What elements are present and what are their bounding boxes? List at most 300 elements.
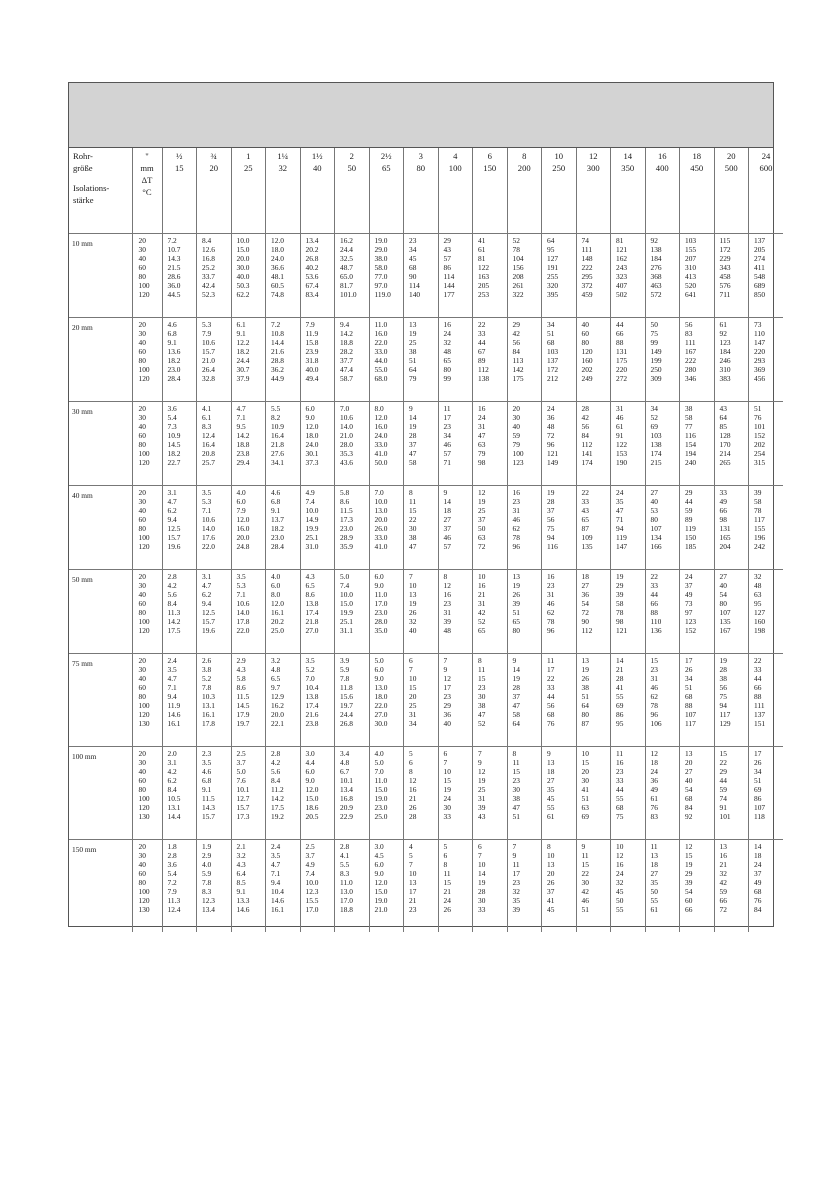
- heat-loss-value: 51: [512, 811, 520, 821]
- heat-loss-value: 109: [581, 532, 593, 542]
- heat-loss-value: 15: [409, 505, 417, 515]
- heat-loss-value: 229: [719, 253, 731, 263]
- heat-loss-value: 76: [547, 718, 555, 728]
- heat-loss-value: 10: [478, 859, 486, 869]
- heat-loss-value: 25.1: [340, 616, 353, 626]
- table-cell: [438, 402, 473, 486]
- heat-loss-value: 4.8: [271, 664, 281, 674]
- heat-loss-value: 10.8: [271, 328, 284, 338]
- heat-loss-value: 35: [547, 784, 555, 794]
- heat-loss-value: 28: [616, 673, 624, 683]
- table-cell: [473, 747, 508, 840]
- heat-loss-value: 5.6: [167, 589, 177, 599]
- heat-loss-value: 12.6: [202, 244, 215, 254]
- heat-loss-value: 87: [581, 718, 589, 728]
- table-cell: [300, 318, 335, 402]
- heat-loss-value: 12: [685, 842, 693, 851]
- heat-loss-value: 19.2: [271, 811, 284, 821]
- heat-loss-value: 27: [650, 868, 658, 878]
- heat-loss-value: 99: [443, 373, 451, 383]
- heat-loss-value: 34: [443, 430, 451, 440]
- table-cell: [335, 234, 370, 318]
- heat-loss-value: 3.1: [167, 757, 177, 767]
- heat-loss-value: 6.8: [271, 496, 281, 506]
- heat-loss-value: 66: [719, 895, 727, 905]
- heat-loss-value: 12.2: [236, 337, 250, 347]
- heat-loss-value: 13: [650, 850, 658, 860]
- heat-loss-value: 15.5: [305, 895, 319, 905]
- heat-loss-value: 207: [685, 253, 697, 263]
- heat-loss-value: 57: [443, 253, 451, 263]
- heat-loss-value: 29: [443, 700, 451, 710]
- delta-t-value: 20: [138, 656, 146, 665]
- heat-loss-value: 8: [443, 572, 448, 581]
- heat-loss-value: 711: [719, 289, 731, 299]
- heat-loss-value: 51: [581, 904, 589, 914]
- heat-loss-value: 175: [512, 373, 524, 383]
- heat-loss-value: 25: [409, 337, 417, 347]
- heat-loss-value: 3.5: [202, 757, 212, 767]
- heat-loss-value: 41: [581, 784, 589, 794]
- heat-loss-value: 155: [754, 523, 766, 533]
- heat-loss-value: 14: [409, 412, 417, 422]
- heat-loss-value: 138: [650, 439, 662, 449]
- heat-loss-value: 8: [512, 749, 517, 758]
- heat-loss-value: 2.6: [202, 656, 212, 665]
- heat-loss-value: 72: [581, 607, 589, 617]
- table-cell: [473, 486, 508, 570]
- heat-loss-value: 23: [547, 580, 555, 590]
- delta-t-value: 120: [138, 709, 150, 719]
- heat-loss-value: 32: [719, 868, 727, 878]
- heat-loss-value: 20: [685, 757, 693, 767]
- heat-loss-value: 27: [581, 580, 589, 590]
- heat-loss-value: 33: [581, 496, 589, 506]
- delta-t-value: 30: [138, 328, 146, 338]
- heat-loss-value: 322: [512, 289, 524, 299]
- heat-loss-value: 11: [547, 656, 555, 665]
- table-cell: [197, 570, 232, 654]
- table-cell: [266, 486, 301, 570]
- heat-loss-value: 14.3: [202, 802, 215, 812]
- heat-loss-value: 38: [719, 673, 727, 683]
- heat-loss-value: 61: [650, 793, 658, 803]
- heat-loss-value: 9: [512, 656, 517, 665]
- heat-loss-value: 9.4: [167, 691, 177, 701]
- insulation-thickness-label: 75 mm: [69, 654, 132, 747]
- heat-loss-value: 64: [581, 700, 589, 710]
- heat-loss-value: 95: [754, 598, 762, 608]
- heat-loss-value: 3.5: [271, 850, 281, 860]
- heat-loss-value: 14.0: [340, 421, 353, 431]
- delta-t-value: 40: [138, 505, 146, 515]
- heat-loss-value: 17: [512, 868, 520, 878]
- heat-loss-value: 59: [719, 886, 727, 896]
- heat-loss-value: 37: [512, 691, 520, 701]
- heat-loss-value: 47: [512, 700, 520, 710]
- heat-loss-value: 25.7: [202, 457, 215, 467]
- table-cell: [300, 234, 335, 318]
- heat-loss-value: 220: [616, 364, 628, 374]
- heat-loss-value: 202: [581, 364, 593, 374]
- table-cell: [197, 318, 232, 402]
- heat-loss-value: 37.3: [305, 457, 319, 467]
- table-cell: [611, 486, 646, 570]
- table-row: [69, 402, 783, 486]
- table-cell: [714, 570, 749, 654]
- pipe-size-mm: 25: [243, 163, 253, 173]
- heat-loss-value: 39: [512, 904, 520, 914]
- pipe-size-header: [473, 148, 508, 234]
- heat-loss-value: 3.5: [167, 664, 177, 674]
- heat-loss-value: 15.0: [236, 244, 250, 254]
- heat-loss-value: 25: [409, 700, 417, 710]
- table-cell: [645, 570, 680, 654]
- heat-loss-value: 172: [719, 244, 731, 254]
- heat-loss-value: 38: [478, 700, 486, 710]
- heat-loss-value: 8.4: [167, 784, 177, 794]
- unit-label: [132, 148, 162, 234]
- heat-loss-value: 7: [478, 850, 482, 860]
- heat-loss-value: 138: [650, 244, 662, 254]
- heat-loss-value: 184: [719, 346, 731, 356]
- heat-loss-value: 22: [754, 656, 762, 665]
- heat-loss-value: 13.4: [202, 904, 215, 914]
- heat-loss-value: 24: [754, 859, 762, 869]
- heat-loss-value: 62.2: [236, 289, 250, 299]
- heat-loss-value: 36: [581, 589, 589, 599]
- heat-loss-value: 255: [547, 271, 559, 281]
- heat-loss-value: 12.0: [271, 598, 284, 608]
- heat-loss-value: 84: [581, 430, 589, 440]
- heat-loss-value: 116: [547, 541, 558, 551]
- heat-loss-value: 39: [616, 589, 624, 599]
- heat-loss-value: 15.0: [374, 886, 388, 896]
- delta-t-value: 80: [138, 691, 146, 701]
- heat-loss-value: 4.3: [236, 859, 246, 869]
- pipe-size-header: [438, 148, 473, 234]
- table-cell: [369, 486, 404, 570]
- heat-loss-value: 137: [547, 355, 559, 365]
- delta-t-value: 80: [138, 523, 146, 533]
- table-cell: [335, 840, 370, 933]
- insulation-thickness-label: 10 mm: [69, 234, 132, 318]
- heat-loss-value: 7.1: [271, 868, 281, 878]
- heat-loss-value: 44: [616, 320, 624, 329]
- heat-loss-value: 49.4: [305, 373, 319, 383]
- table-cell: [197, 486, 232, 570]
- heat-loss-value: 26.8: [305, 253, 319, 263]
- heat-loss-value: 11.8: [340, 682, 353, 692]
- heat-loss-value: 67.4: [305, 280, 319, 290]
- heat-loss-value: 9: [443, 664, 448, 674]
- heat-loss-value: 205: [754, 244, 766, 254]
- pipe-size-inch: 12: [588, 151, 598, 161]
- heat-loss-value: 119: [616, 532, 627, 542]
- insulation-thickness-label: 40 mm: [69, 486, 132, 570]
- heat-loss-value: 167: [719, 625, 731, 635]
- heat-loss-value: 6.0: [374, 572, 384, 581]
- heat-loss-value: 78: [547, 616, 555, 626]
- heat-loss-value: 79: [478, 448, 486, 458]
- delta-t-column: [132, 234, 162, 318]
- corner-line: stärke: [73, 195, 94, 205]
- heat-loss-value: 2.9: [236, 656, 246, 665]
- heat-loss-value: 8.6: [305, 589, 315, 599]
- heat-loss-value: 295: [581, 271, 593, 281]
- pipe-size-header: [749, 148, 784, 234]
- heat-loss-value: 12.0: [305, 784, 319, 794]
- table-cell: [714, 402, 749, 486]
- heat-loss-value: 13.1: [202, 700, 215, 710]
- heat-loss-value: 13: [409, 877, 417, 887]
- heat-loss-value: 9.0: [374, 673, 384, 683]
- heat-loss-value: 28: [409, 430, 417, 440]
- heat-loss-value: 15: [581, 859, 589, 869]
- heat-loss-value: 10.4: [305, 682, 319, 692]
- heat-loss-value: 205: [478, 280, 490, 290]
- heat-loss-value: 24: [478, 412, 486, 422]
- heat-loss-value: 121: [547, 448, 559, 458]
- heat-loss-value: 280: [685, 364, 697, 374]
- table-cell: [645, 747, 680, 840]
- heat-loss-value: 79: [409, 373, 417, 383]
- heat-loss-value: 103: [650, 430, 662, 440]
- heat-loss-value: 24.4: [236, 355, 250, 365]
- heat-loss-value: 25: [478, 784, 486, 794]
- pipe-size-inch: 1¼: [277, 151, 289, 161]
- delta-t-value: 20: [138, 572, 146, 581]
- heat-loss-value: 38: [409, 346, 417, 356]
- table-cell: [507, 234, 542, 318]
- heat-loss-value: 8.3: [202, 421, 212, 431]
- delta-t-value: 120: [138, 625, 150, 635]
- table-cell: [438, 654, 473, 747]
- heat-loss-value: 80: [581, 337, 589, 347]
- heat-loss-value: 114: [409, 280, 420, 290]
- table-cell: [438, 570, 473, 654]
- heat-loss-value: 26: [443, 904, 451, 914]
- table-cell: [542, 234, 577, 318]
- heat-loss-value: 65: [512, 616, 520, 626]
- heat-loss-value: 8: [478, 656, 482, 665]
- table-cell: [231, 654, 266, 747]
- heat-loss-value: 30: [512, 784, 520, 794]
- heat-loss-value: 10.0: [340, 589, 353, 599]
- heat-loss-value: 11.0: [340, 877, 353, 887]
- heat-loss-value: 46: [581, 895, 589, 905]
- heat-loss-value: 7: [443, 757, 448, 767]
- heat-loss-value: 28: [478, 886, 486, 896]
- heat-loss-value: 41.0: [374, 541, 388, 551]
- delta-t-value: 20: [138, 320, 146, 329]
- table-cell: [369, 747, 404, 840]
- heat-loss-value: 12.3: [305, 886, 319, 896]
- heat-loss-value: 548: [754, 271, 766, 281]
- heat-loss-value: 36: [547, 412, 555, 422]
- heat-loss-value: 10: [409, 868, 417, 878]
- pipe-size-header: [300, 148, 335, 234]
- heat-loss-value: 25.1: [305, 532, 319, 542]
- heat-loss-value: 23.0: [374, 802, 388, 812]
- table-cell: [266, 840, 301, 933]
- heat-loss-value: 12: [650, 749, 658, 758]
- heat-loss-value: 40.0: [236, 271, 250, 281]
- heat-loss-value: 24.0: [271, 253, 284, 263]
- heat-loss-value: 141: [581, 448, 593, 458]
- delta-t-value: 100: [138, 280, 150, 290]
- heat-loss-value: 91: [719, 802, 727, 812]
- heat-loss-value: 54: [685, 886, 693, 896]
- heat-loss-value: 17: [685, 656, 693, 665]
- table-cell: [404, 318, 439, 402]
- heat-loss-value: 174: [581, 457, 593, 467]
- heat-loss-value: 4.6: [202, 766, 212, 776]
- heat-loss-value: 66: [719, 505, 727, 515]
- heat-loss-value: 24.4: [340, 709, 353, 719]
- heat-loss-value: 184: [650, 253, 662, 263]
- heat-loss-value: 33: [443, 811, 451, 821]
- heat-loss-value: 14.2: [236, 430, 250, 440]
- heat-loss-value: 13.0: [374, 505, 388, 515]
- table-cell: [611, 654, 646, 747]
- table-cell: [714, 654, 749, 747]
- heat-loss-value: 152: [685, 625, 697, 635]
- heat-loss-value: 10.0: [305, 877, 319, 887]
- table-cell: [404, 840, 439, 933]
- heat-loss-value: 88: [650, 607, 658, 617]
- heat-loss-value: 3.0: [305, 749, 315, 758]
- heat-loss-value: 249: [581, 373, 593, 383]
- heat-loss-value: 8: [409, 488, 413, 497]
- heat-loss-value: 17.8: [236, 616, 250, 626]
- heat-loss-value: 4.7: [167, 496, 177, 506]
- heat-loss-value: 4.6: [271, 488, 281, 497]
- heat-loss-value: 47: [512, 802, 520, 812]
- heat-loss-value: 30: [443, 802, 451, 812]
- heat-loss-value: 34: [409, 718, 417, 728]
- table-cell: [507, 486, 542, 570]
- heat-loss-value: 23: [650, 664, 658, 674]
- heat-loss-value: 20: [547, 868, 555, 878]
- heat-loss-value: 28: [409, 811, 417, 821]
- delta-t-value: 20: [138, 842, 146, 851]
- heat-loss-value: 9.0: [305, 412, 315, 422]
- heat-loss-value: 19.6: [202, 625, 215, 635]
- heat-loss-value: 253: [478, 289, 490, 299]
- heat-loss-value: 16: [616, 859, 624, 869]
- heat-loss-value: 10.0: [374, 496, 388, 506]
- heat-loss-value: 30: [512, 412, 520, 422]
- heat-loss-value: 33: [547, 682, 555, 692]
- heat-loss-value: 64: [547, 236, 555, 245]
- table-cell: [162, 654, 197, 747]
- heat-loss-value: 16: [478, 404, 486, 413]
- heat-loss-value: 9: [547, 749, 551, 758]
- table-cell: [576, 654, 611, 747]
- heat-loss-value: 17.6: [202, 532, 215, 542]
- heat-loss-value: 7.8: [340, 673, 350, 683]
- pipe-size-mm: 200: [517, 163, 531, 173]
- heat-loss-value: 8: [443, 859, 448, 869]
- heat-loss-value: 17: [443, 682, 451, 692]
- heat-loss-value: 59: [512, 430, 520, 440]
- pipe-size-inch: 24: [761, 151, 771, 161]
- heat-loss-value: 69: [650, 421, 658, 431]
- heat-loss-value: 15.0: [340, 598, 353, 608]
- heat-loss-value: 7.1: [236, 412, 246, 422]
- heat-loss-value: 68: [754, 886, 762, 896]
- table-cell: [714, 840, 749, 933]
- heat-loss-value: 49: [685, 589, 693, 599]
- heat-loss-value: 10.6: [340, 412, 353, 422]
- heat-loss-value: 40: [650, 496, 658, 506]
- table-cell: [645, 486, 680, 570]
- heat-loss-value: 24: [443, 793, 451, 803]
- heat-loss-value: 81: [478, 253, 486, 263]
- heat-loss-value: 43: [719, 404, 727, 413]
- heat-loss-value: 12.5: [167, 523, 181, 533]
- heat-loss-value: 411: [754, 262, 765, 272]
- heat-loss-value: 19: [512, 580, 520, 590]
- heat-loss-value: 21.0: [202, 355, 215, 365]
- table-cell: [680, 486, 715, 570]
- heat-loss-value: 2.1: [236, 842, 246, 851]
- heat-loss-value: 35.0: [374, 625, 388, 635]
- pipe-size-inch: 1: [246, 151, 251, 161]
- heat-loss-value: 128: [719, 430, 731, 440]
- heat-loss-value: 44: [754, 673, 762, 683]
- heat-loss-value: 52: [512, 236, 520, 245]
- heat-loss-value: 18.2: [236, 346, 250, 356]
- heat-loss-value: 24: [616, 488, 624, 497]
- heat-loss-value: 14.4: [271, 337, 284, 347]
- heat-loss-value: 9: [581, 842, 586, 851]
- heat-loss-value: 94: [719, 700, 727, 710]
- heat-loss-value: 576: [719, 280, 731, 290]
- heat-loss-value: 34: [409, 244, 417, 254]
- heat-loss-value: 19.9: [340, 607, 353, 617]
- heat-loss-value: 69: [581, 811, 589, 821]
- delta-t-value: 60: [138, 514, 146, 524]
- heat-loss-value: 243: [616, 262, 628, 272]
- heat-loss-value: 23.0: [167, 364, 181, 374]
- heat-loss-value: 42: [478, 607, 486, 617]
- heat-loss-value: 10.5: [167, 793, 181, 803]
- heat-loss-value: 30.0: [374, 718, 388, 728]
- heat-loss-value: 14.3: [167, 253, 181, 263]
- heat-loss-value: 5: [443, 842, 448, 851]
- heat-loss-value: 86: [754, 793, 762, 803]
- heat-loss-value: 7.0: [374, 488, 384, 497]
- heat-loss-value: 23: [443, 691, 451, 701]
- table-cell: [645, 234, 680, 318]
- table-cell: [576, 570, 611, 654]
- heat-loss-value: 107: [650, 523, 662, 533]
- heat-loss-value: 16: [512, 488, 520, 497]
- heat-loss-value: 29: [685, 488, 693, 497]
- heat-loss-value: 16.1: [271, 904, 284, 914]
- heat-loss-value: 17: [754, 749, 762, 758]
- heat-loss-value: 12.0: [374, 412, 388, 422]
- heat-loss-value: 7.9: [236, 505, 246, 515]
- pipe-size-mm: 65: [381, 163, 391, 173]
- heat-loss-value: 54: [719, 589, 727, 599]
- heat-loss-value: 8.2: [271, 412, 281, 422]
- heat-loss-value: 111: [685, 337, 696, 347]
- heat-loss-value: 5.4: [167, 412, 177, 422]
- heat-loss-value: 3.9: [340, 656, 350, 665]
